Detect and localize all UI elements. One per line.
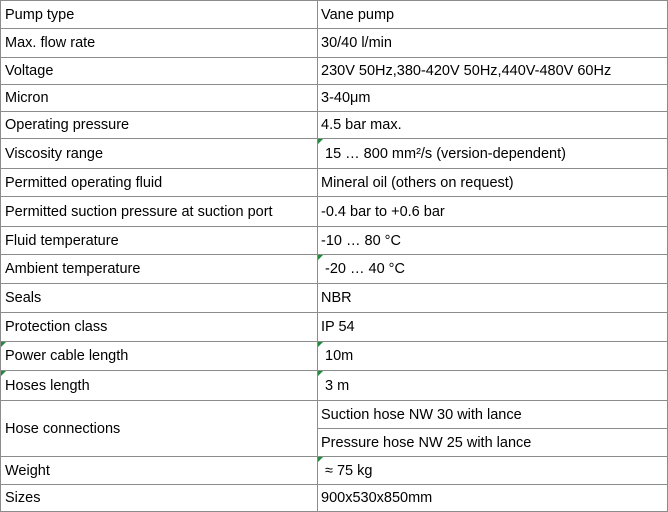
row-label: Seals	[1, 284, 318, 313]
table-row	[1, 58, 668, 85]
row-value: ≈ 75 kg	[318, 457, 668, 485]
table-row	[1, 112, 668, 139]
row-value: 3-40μm	[318, 85, 668, 112]
row-value: -0.4 bar to +0.6 bar	[318, 197, 668, 227]
table-row	[1, 197, 668, 227]
row-value: 30/40 l/min	[318, 29, 668, 58]
row-value: NBR	[318, 284, 668, 313]
table-row	[1, 85, 668, 112]
table-row	[1, 284, 668, 313]
table-row	[1, 457, 668, 485]
row-value: Vane pump	[318, 1, 668, 29]
row-value: Mineral oil (others on request)	[318, 169, 668, 197]
row-label: Max. flow rate	[1, 29, 318, 58]
row-value: 4.5 bar max.	[318, 112, 668, 139]
row-label: Permitted suction pressure at suction port	[1, 197, 318, 227]
table-row	[1, 169, 668, 197]
row-value: IP 54	[318, 313, 668, 342]
row-value: -20 … 40 °C	[318, 255, 668, 284]
row-value: 230V 50Hz,380-420V 50Hz,440V-480V 60Hz	[318, 58, 668, 85]
row-value: 900x530x850mm	[318, 485, 668, 512]
row-label: Micron	[1, 85, 318, 112]
row-value: Suction hose NW 30 with lance	[318, 401, 668, 429]
row-value: -10 … 80 °C	[318, 227, 668, 255]
row-label: Power cable length	[1, 342, 318, 371]
row-value: 15 … 800 mm²/s (version-dependent)	[318, 139, 668, 169]
table-row	[1, 313, 668, 342]
table-row	[1, 255, 668, 284]
row-label: Protection class	[1, 313, 318, 342]
table-row	[1, 371, 668, 401]
row-label: Permitted operating fluid	[1, 169, 318, 197]
row-label: Ambient temperature	[1, 255, 318, 284]
table-row	[1, 1, 668, 29]
row-label: Voltage	[1, 58, 318, 85]
row-value: 3 m	[318, 371, 668, 401]
table-row	[1, 29, 668, 58]
table-row	[1, 342, 668, 371]
row-label: Hose connections	[1, 401, 318, 457]
row-label: Viscosity range	[1, 139, 318, 169]
row-value: 10m	[318, 342, 668, 371]
table-row	[1, 139, 668, 169]
row-label: Operating pressure	[1, 112, 318, 139]
table-row	[1, 227, 668, 255]
row-label: Hoses length	[1, 371, 318, 401]
table-row	[1, 401, 668, 429]
row-label: Sizes	[1, 485, 318, 512]
row-value: Pressure hose NW 25 with lance	[318, 429, 668, 457]
row-label: Pump type	[1, 1, 318, 29]
table-row	[1, 485, 668, 512]
row-label: Fluid temperature	[1, 227, 318, 255]
row-label: Weight	[1, 457, 318, 485]
